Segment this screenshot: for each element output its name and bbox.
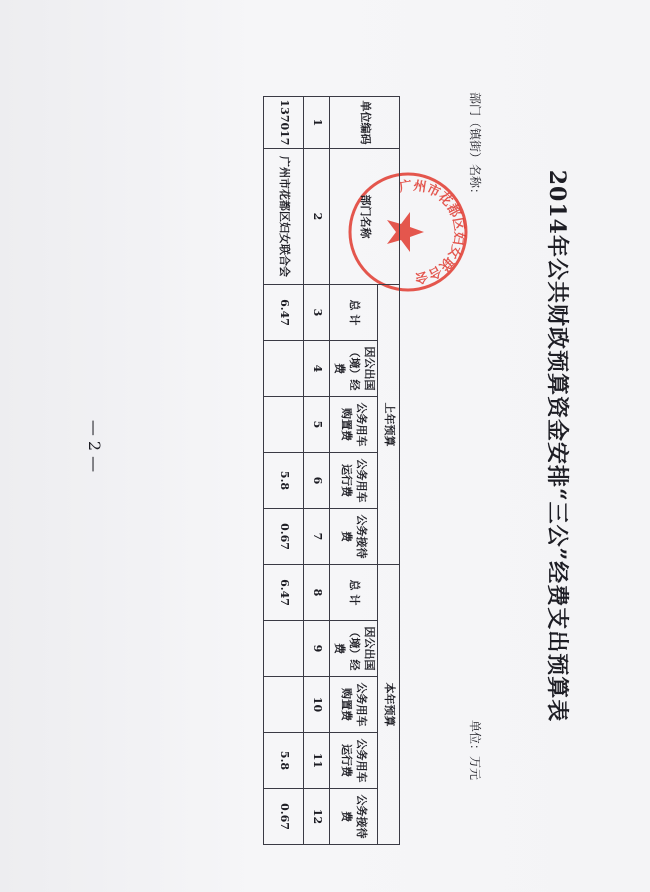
cell-this-total: 6.47	[264, 565, 304, 621]
cell-this-operation: 5.8	[264, 733, 304, 789]
department-label: 部门（镇街）名称：	[468, 92, 482, 201]
header-this-operation: 公务用车运行费	[330, 733, 378, 789]
index-cell: 1	[304, 97, 330, 149]
index-cell: 6	[304, 453, 330, 509]
index-cell: 11	[304, 733, 330, 789]
header-code: 单位编码	[330, 97, 400, 149]
header-this-purchase: 公务用车购置费	[330, 677, 378, 733]
header-this-total: 总 计	[330, 565, 378, 621]
header-last-purchase: 公务用车购置费	[330, 397, 378, 453]
cell-last-abroad	[264, 341, 304, 397]
cell-code: 137017	[264, 97, 304, 149]
header-last-reception: 公务接待费	[330, 509, 378, 565]
cell-this-purchase	[264, 677, 304, 733]
cell-last-operation: 5.8	[264, 453, 304, 509]
index-row	[304, 97, 330, 845]
header-this-abroad: 因公出国（境）经费	[330, 621, 378, 677]
index-cell: 9	[304, 621, 330, 677]
seal-text: 广州市花都区妇女联合会	[398, 178, 467, 286]
header-name: 部门名称	[330, 149, 400, 285]
cell-this-abroad	[264, 621, 304, 677]
page-number: — 2 —	[85, 419, 104, 473]
index-cell: 3	[304, 285, 330, 341]
index-cell: 7	[304, 509, 330, 565]
index-cell: 4	[304, 341, 330, 397]
group-this-year: 本年预算	[378, 565, 400, 845]
cell-last-purchase	[264, 397, 304, 453]
index-cell: 2	[304, 149, 330, 285]
header-this-reception: 公务接待费	[330, 789, 378, 845]
index-cell: 8	[304, 565, 330, 621]
cell-this-reception: 0.67	[264, 789, 304, 845]
index-cell: 10	[304, 677, 330, 733]
unit-label: 单位：万元	[468, 720, 482, 781]
header-last-abroad: 因公出国（境）经费	[330, 341, 378, 397]
index-cell: 5	[304, 397, 330, 453]
index-cell: 12	[304, 789, 330, 845]
header-last-total: 总 计	[330, 285, 378, 341]
cell-name: 广州市花都区妇女联合会	[264, 149, 304, 285]
cell-last-reception: 0.67	[264, 509, 304, 565]
group-last-year: 上年预算	[378, 285, 400, 565]
header-last-operation: 公务用车运行费	[330, 453, 378, 509]
cell-last-total: 6.47	[264, 285, 304, 341]
table-row	[264, 97, 304, 845]
document-title: 2014年公共财政预算资金安排“三公”经费支出预算表	[544, 169, 570, 723]
budget-table	[263, 96, 400, 845]
